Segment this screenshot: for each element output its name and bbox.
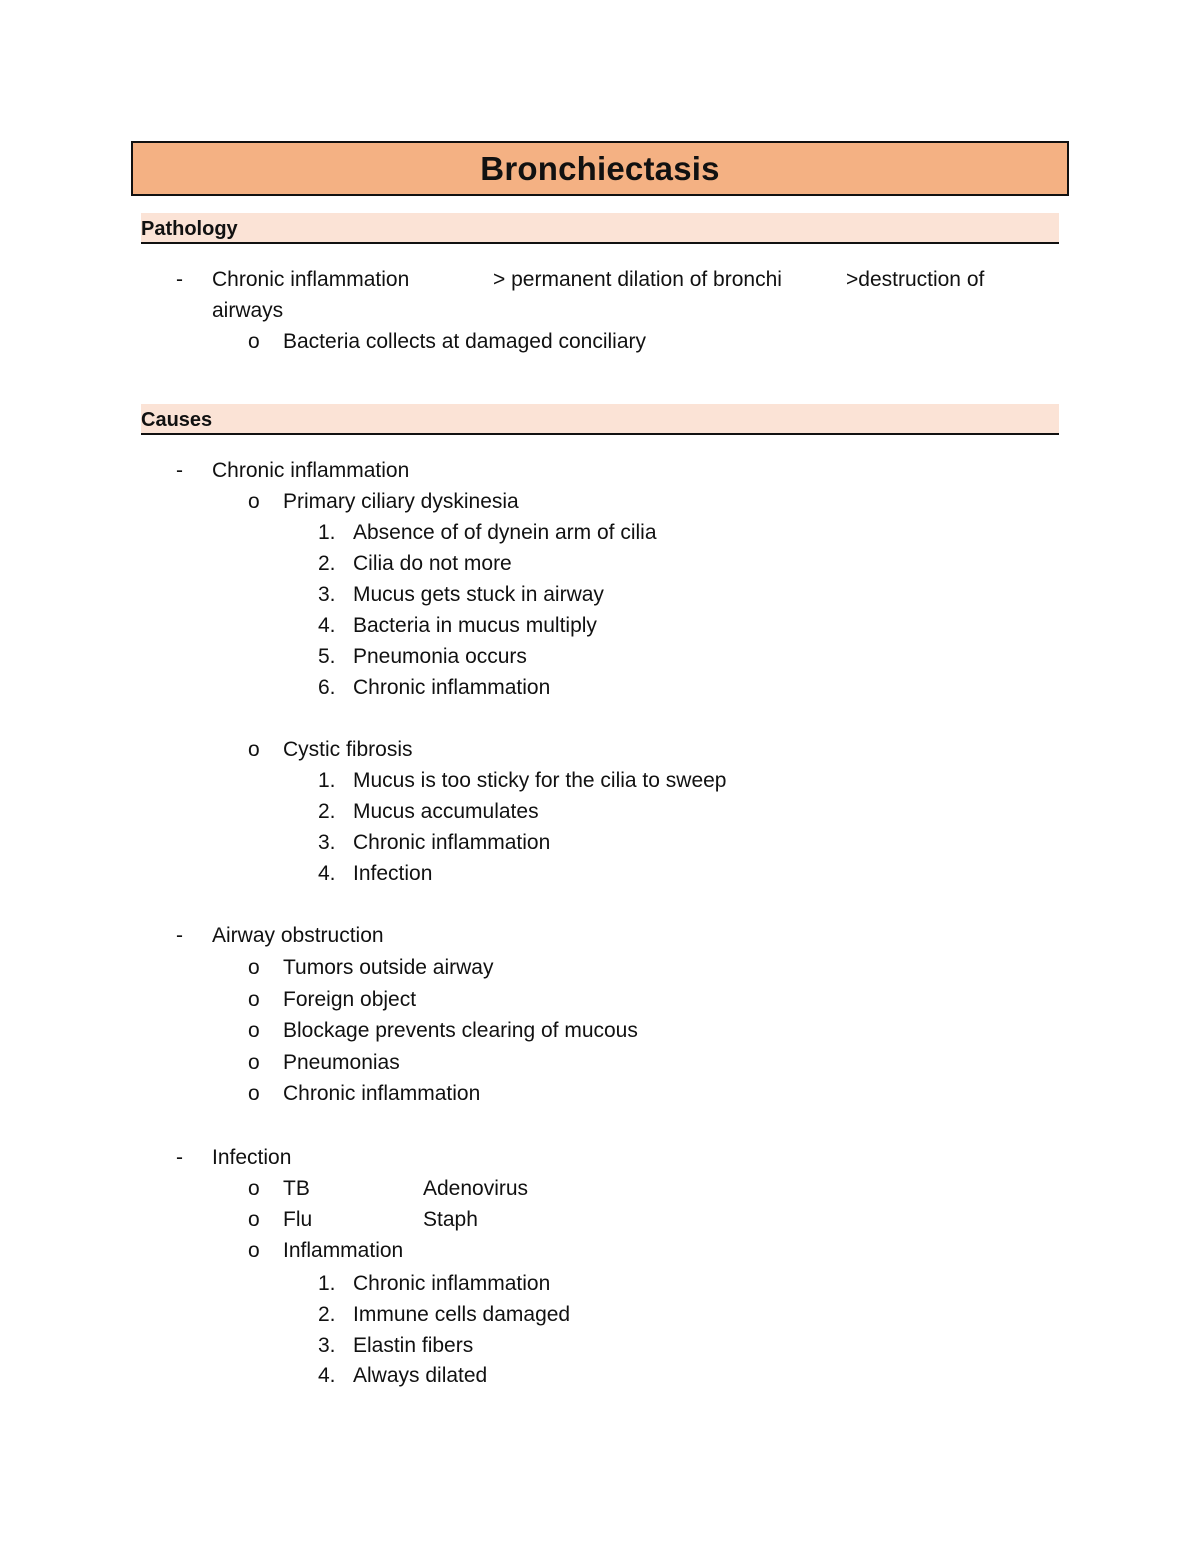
bullet-marker: o xyxy=(248,490,260,513)
list-number: 1. xyxy=(318,769,336,792)
bullet-marker: o xyxy=(248,1208,260,1231)
section-title-pathology: Pathology xyxy=(141,218,238,240)
section-heading-causes xyxy=(141,404,1059,435)
list-number: 2. xyxy=(318,552,336,575)
pathology-item-part-c: >destruction of xyxy=(846,268,985,291)
bullet-marker: o xyxy=(248,1082,260,1105)
dash-marker: - xyxy=(176,924,183,947)
bullet-marker: o xyxy=(248,330,260,353)
list-number: 2. xyxy=(318,1303,336,1326)
obstruction-item: Blockage prevents clearing of mucous xyxy=(283,1019,638,1042)
cf-step: Mucus accumulates xyxy=(353,800,539,823)
bullet-marker: o xyxy=(248,1019,260,1042)
dash-marker: - xyxy=(176,459,183,482)
list-number: 1. xyxy=(318,1272,336,1295)
cause-airway-obstruction: Airway obstruction xyxy=(212,924,384,947)
subcause-cf: Cystic fibrosis xyxy=(283,738,413,761)
infection-agent: Staph xyxy=(423,1208,478,1231)
pcd-step: Pneumonia occurs xyxy=(353,645,527,668)
cf-step: Mucus is too sticky for the cilia to sweep xyxy=(353,769,727,792)
infection-agent: TB xyxy=(283,1177,310,1200)
inflammation-step: Immune cells damaged xyxy=(353,1303,571,1326)
list-number: 4. xyxy=(318,614,336,637)
pcd-step: Chronic inflammation xyxy=(353,676,551,699)
list-number: 4. xyxy=(318,862,336,885)
pathology-subitem: Bacteria collects at damaged conciliary xyxy=(283,330,647,353)
pcd-step: Absence of of dynein arm of cilia xyxy=(353,521,657,544)
list-number: 5. xyxy=(318,645,336,668)
dash-marker: - xyxy=(176,1146,183,1169)
obstruction-item: Foreign object xyxy=(283,988,417,1011)
document-title-box xyxy=(131,141,1069,196)
bullet-marker: o xyxy=(248,1239,260,1262)
pcd-step: Bacteria in mucus multiply xyxy=(353,614,597,637)
obstruction-item: Tumors outside airway xyxy=(283,956,494,979)
subcause-pcd: Primary ciliary dyskinesia xyxy=(283,490,519,513)
list-number: 3. xyxy=(318,1334,336,1357)
pathology-item-part-a: Chronic inflammation xyxy=(212,268,410,291)
list-number: 4. xyxy=(318,1364,336,1387)
bullet-marker: o xyxy=(248,738,260,761)
pathology-item-part-d: airways xyxy=(212,299,284,322)
subcause-inflammation: Inflammation xyxy=(283,1239,404,1262)
section-heading-pathology xyxy=(141,213,1059,244)
list-number: 2. xyxy=(318,800,336,823)
pathology-item-part-b: > permanent dilation of bronchi xyxy=(493,268,782,291)
list-number: 6. xyxy=(318,676,336,699)
cf-step: Infection xyxy=(353,862,433,885)
list-number: 3. xyxy=(318,831,336,854)
document-title: Bronchiectasis xyxy=(480,149,720,187)
pcd-step: Mucus gets stuck in airway xyxy=(353,583,604,606)
bullet-marker: o xyxy=(248,988,260,1011)
obstruction-item: Pneumonias xyxy=(283,1051,400,1074)
obstruction-item: Chronic inflammation xyxy=(283,1082,481,1105)
bullet-marker: o xyxy=(248,1051,260,1074)
infection-agent: Flu xyxy=(283,1208,313,1231)
dash-marker: - xyxy=(176,268,183,291)
cause-chronic-inflammation: Chronic inflammation xyxy=(212,459,410,482)
bullet-marker: o xyxy=(248,1177,260,1200)
section-title-causes: Causes xyxy=(141,409,213,431)
list-number: 3. xyxy=(318,583,336,606)
cf-step: Chronic inflammation xyxy=(353,831,551,854)
list-number: 1. xyxy=(318,521,336,544)
bullet-marker: o xyxy=(248,956,260,979)
inflammation-step: Elastin fibers xyxy=(353,1334,474,1357)
infection-agent: Adenovirus xyxy=(423,1177,529,1200)
inflammation-step: Always dilated xyxy=(353,1364,488,1387)
inflammation-step: Chronic inflammation xyxy=(353,1272,551,1295)
cause-infection: Infection xyxy=(212,1146,292,1169)
pcd-step: Cilia do not more xyxy=(353,552,512,575)
